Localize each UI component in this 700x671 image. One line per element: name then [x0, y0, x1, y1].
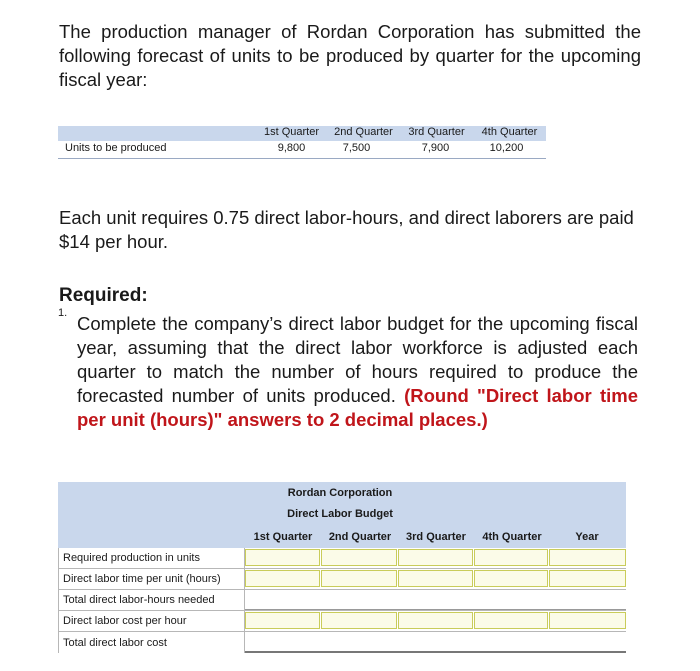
forecast-row-label: Units to be produced — [65, 142, 167, 154]
forecast-q4-value: 10,200 — [489, 142, 524, 154]
budget-title: Direct Labor Budget — [287, 508, 393, 520]
input-time-per-unit-year[interactable] — [549, 570, 626, 587]
input-time-per-unit-q1[interactable] — [245, 570, 320, 587]
input-production-q2[interactable] — [321, 549, 397, 566]
requirement-text — [77, 312, 638, 432]
forecast-q2-header: 2nd Quarter — [334, 126, 393, 138]
input-cost-per-hour-q3[interactable] — [398, 612, 473, 629]
row-label-total-labor-cost: Total direct labor cost — [63, 637, 167, 649]
forecast-q1-header: 1st Quarter — [263, 126, 320, 138]
forecast-q1-value: 9,800 — [277, 142, 306, 154]
grid-line — [58, 568, 626, 569]
input-cost-per-hour-year[interactable] — [549, 612, 626, 629]
requirement-body: Complete the company’s direct labor budget for the upcoming fiscal year, assuming that the direct labor workforce is adjusted each quarter to match the number of hours required to produce the forecasted number of units produced. — [77, 313, 638, 406]
input-cost-per-hour-q2[interactable] — [321, 612, 397, 629]
grid-line — [58, 631, 626, 632]
row-label-labor-time-per-unit: Direct labor time per unit (hours) — [63, 573, 221, 585]
row-label-total-labor-hours: Total direct labor-hours needed — [63, 594, 215, 606]
budget-col-year: Year — [575, 531, 599, 543]
input-production-q4[interactable] — [474, 549, 548, 566]
row-label-cost-per-hour: Direct labor cost per hour — [63, 615, 187, 627]
budget-company-name: Rordan Corporation — [287, 487, 393, 499]
forecast-q3-header: 3rd Quarter — [408, 126, 465, 138]
forecast-table — [58, 124, 546, 159]
input-production-year[interactable] — [549, 549, 626, 566]
input-cost-per-hour-q4[interactable] — [474, 612, 548, 629]
rounding-instruction: (Round "Direct labor time per unit (hours)" answers to 2 decimal places.) — [77, 385, 639, 430]
intro-paragraph: The production manager of Rordan Corporation has submitted the following forecast of units to be produced by quarter for the upcoming fiscal year: — [59, 21, 641, 90]
input-time-per-unit-q2[interactable] — [321, 570, 397, 587]
forecast-q4-header: 4th Quarter — [481, 126, 538, 138]
subtotal-underline — [245, 609, 626, 610]
input-time-per-unit-q3[interactable] — [398, 570, 473, 587]
row-label-required-production: Required production in units — [63, 552, 200, 564]
labor-note: Each unit requires 0.75 direct labor-hours, and direct laborers are paid $14 per hour. — [59, 207, 634, 252]
input-production-q1[interactable] — [245, 549, 320, 566]
budget-col-q2: 2nd Quarter — [328, 531, 392, 543]
forecast-q2-value: 7,500 — [342, 142, 371, 154]
total-underline — [245, 651, 626, 653]
forecast-bottom-rule — [58, 158, 546, 159]
budget-col-q4: 4th Quarter — [482, 531, 542, 543]
grid-line — [58, 589, 626, 590]
input-time-per-unit-q4[interactable] — [474, 570, 548, 587]
input-cost-per-hour-q1[interactable] — [245, 612, 320, 629]
grid-line — [58, 548, 59, 653]
budget-col-q1: 1st Quarter — [253, 531, 313, 543]
input-production-q3[interactable] — [398, 549, 473, 566]
requirement-number: 1. — [58, 307, 68, 319]
budget-col-q3: 3rd Quarter — [406, 531, 466, 543]
grid-line — [58, 610, 626, 611]
required-heading: Required: — [59, 285, 148, 306]
forecast-q3-value: 7,900 — [421, 142, 450, 154]
direct-labor-budget-table — [58, 482, 626, 654]
